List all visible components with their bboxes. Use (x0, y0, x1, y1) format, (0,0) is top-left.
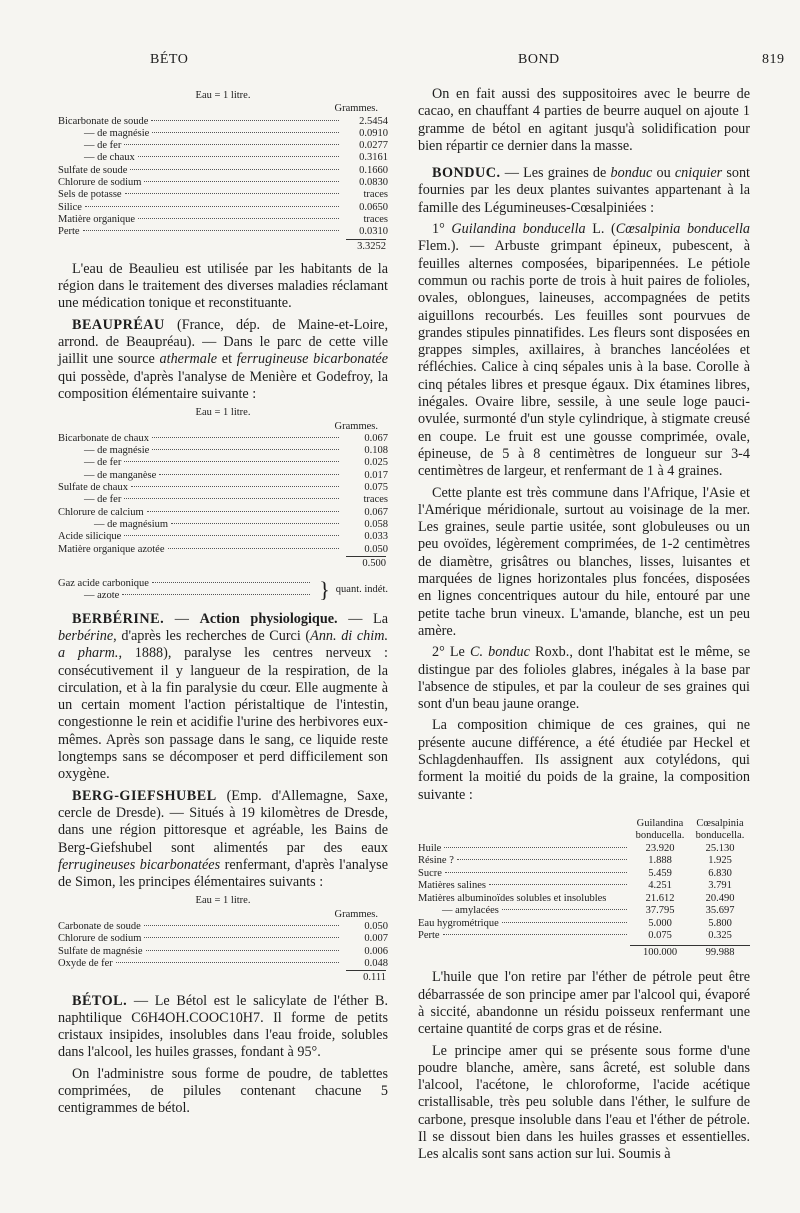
entry-term: BERBÉRINE. (72, 610, 165, 627)
table-row (58, 177, 388, 189)
table-row (58, 165, 388, 177)
composition-row (418, 918, 750, 931)
gas-bracket (58, 578, 388, 603)
entry-term: BERG-GIEFSHUBEL (72, 787, 217, 804)
text-run: — La (337, 610, 388, 627)
row-label: Résine ? (418, 855, 454, 867)
guilandina-paragraph (418, 221, 750, 480)
row-label: Silice (58, 201, 82, 213)
berg-water-table (58, 895, 388, 984)
row-value: 37.795 (645, 905, 675, 917)
row-label: Matières albuminoïdes solubles et insolubles (418, 892, 607, 904)
composition-row (418, 843, 750, 856)
composition-row (418, 893, 750, 906)
row-label: — amylacées (442, 905, 499, 917)
row-value: 20.490 (705, 892, 735, 904)
row-value: 5.459 (648, 867, 672, 879)
table-row (58, 445, 388, 457)
row-value: 5.800 (708, 917, 732, 929)
row-value: 0.050 (364, 543, 388, 555)
row-label: Acide silicique (58, 531, 122, 543)
row-label: Sulfate de chaux (58, 482, 128, 494)
oil-paragraph: L'huile que l'on retire par l'éther de pétrole peut être débarrassée de son principe amer par l'alcool qui, évaporé à siccité, abandonne un résidu poisseux renfermant une certaine quantité de corps gras et de résine. (418, 969, 750, 1038)
italic-run: Ann. di chim. a pharm. (58, 627, 389, 662)
table-row (58, 116, 388, 128)
italic-run: Guilandina bonducella (451, 221, 586, 238)
italic-run: cniquier (674, 165, 723, 182)
row-label: — de fer (84, 457, 122, 469)
text-run: 1° (432, 221, 452, 238)
italic-run: C. bonduc (470, 644, 530, 661)
row-value: 0.108 (364, 445, 388, 457)
table-row (58, 140, 388, 152)
row-label: Huile (418, 842, 442, 854)
row-label: Perte (418, 930, 440, 942)
row-value: 2.5454 (359, 115, 388, 127)
composition-row (418, 930, 750, 943)
text-run: (France, dép. de Maine-et-Loire, arrond. de Beaupréau). — Dans le parc de cette ville jaillit une source (58, 316, 388, 368)
table-row (58, 470, 388, 482)
row-value: 5.000 (648, 917, 672, 929)
gas-quantity: quant. indét. (335, 584, 388, 596)
table-total: 3.3252 (346, 239, 386, 253)
column-header: Guilandina bonducella. (635, 817, 685, 842)
row-value: 0.067 (364, 506, 388, 518)
text-run: et (217, 351, 237, 368)
row-value: 1.925 (708, 855, 732, 867)
row-value: 23.920 (645, 842, 675, 854)
row-value: 0.067 (364, 432, 388, 444)
seed-composition-table (418, 818, 750, 960)
subheading: Action physiologique. (199, 610, 338, 627)
text-run: — (164, 610, 200, 627)
italic-run: Cœsalpinia bonducella (615, 221, 750, 238)
row-value: 0.0277 (359, 140, 388, 152)
row-label: Bicarbonate de chaux (58, 432, 149, 444)
composition-row (418, 905, 750, 918)
text-run: 2° Le (432, 644, 470, 661)
row-value: 0.033 (364, 531, 388, 543)
row-label: — de magnésium (94, 518, 169, 530)
table-row (58, 189, 388, 201)
table-row (58, 507, 388, 519)
row-label: Chlorure de sodium (58, 933, 142, 945)
right-column (418, 86, 750, 1168)
row-value: 0.325 (708, 930, 732, 942)
table-row (58, 519, 388, 531)
row-value: 0.1660 (359, 164, 388, 176)
row-value: 0.007 (364, 933, 388, 945)
row-value: traces (363, 213, 388, 225)
row-value: 3.791 (708, 880, 732, 892)
row-label: Sulfate de magnésie (58, 945, 143, 957)
text-run: , d'après les recherches de Curci ( (113, 627, 311, 644)
row-value: 21.612 (645, 892, 675, 904)
row-value: 0.0310 (359, 226, 388, 238)
entry-term: BONDUC. (432, 165, 501, 182)
row-label: Chlorure de calcium (58, 506, 144, 518)
table-row (58, 946, 388, 958)
italic-run: ferrugineuses bicarbonatées (58, 856, 221, 873)
row-value: traces (363, 494, 388, 506)
composition-paragraph: La composition chimique de ces graines, qui ne présente aucune différence, a été étudiée par Heckel et Schlagdenhauffen. Ils assignent aux cotylédons, qui forment la moitié du poids de la graine, la composition suivante : (418, 717, 750, 803)
text-run: ou (652, 165, 675, 182)
row-label: — de manganèse (84, 469, 157, 481)
row-label: Oxyde de fer (58, 957, 113, 969)
row-label: Sucre (418, 867, 442, 879)
row-label: Matières salines (418, 880, 486, 892)
italic-run: berbérine (58, 627, 114, 644)
composition-row (418, 868, 750, 881)
table-caption: Eau = 1 litre. (195, 895, 251, 907)
suppository-paragraph: On en fait aussi des suppositoires avec le beurre de cacao, en chauffant 4 parties de beurre auquel on ajoute 1 gramme de bétol en agitant jusqu'à solidification pour bien répartir ce dernier dans la masse. (418, 86, 750, 154)
beaulieu-water-table (58, 90, 388, 253)
table-row (58, 958, 388, 970)
text-run: , 1888), paralyse les centres nerveux : consécutivement il y langueur de la respiration, de la circulation, et à la fin paralysie du cœur. Elle augmente à un certain moment l'action péristaltique de l'intestin, congestionne le rein et acidifie l'urine des herbivores eux-mêmes. Après son passage dans le sang, ce liquide reste longtemps sans se décomposer et perd difficilement son oxygène. (58, 645, 388, 783)
habitat-paragraph: Cette plante est très commune dans l'Afrique, l'Asie et l'Amérique méridionale, surtout au voisinage de la mer. Les graines, seule partie usitée, sont globuleuses ou un peu ovoïdes, légèrement comprimées, de 1-2 centimètres de diamètre, grisâtres ou blanches, lisses, luisantes et marquées de lignes horizontales plus foncées, disposées en lignes concentriques autour du hile, entouré par une petite tache brun vineux. L'amande, blanche, est un peu amère. (418, 484, 750, 639)
row-value: 0.025 (364, 457, 388, 469)
betol-entry (58, 993, 388, 1062)
row-label: — de chaux (84, 152, 135, 164)
row-label: Matière organique (58, 213, 136, 225)
row-value: 0.006 (364, 945, 388, 957)
row-value: 0.048 (364, 957, 388, 969)
left-column (58, 86, 388, 1122)
entry-term: BÉTOL. (72, 992, 128, 1009)
text-run: sont fournies par les deux plantes suivantes appartenant à la famille des Légumineuses-Cœsalpiniées : (418, 165, 750, 216)
table-row (58, 482, 388, 494)
brace-icon: } (319, 577, 330, 603)
bitter-principle-paragraph: Le principe amer qui se présente sous forme d'une poudre blanche, amère, sans âcreté, est soluble dans l'alcool, l'acétone, le chloroforme, l'acide acétique cristallisable, très peu soluble dans l'éther, le sulfure de carbone, presque insoluble dans l'eau et l'éther de pétrole. Il se dissout bien dans les huiles grasses et essentielles. Les alcalis sont sans action sur lui. Soumis à (418, 1042, 750, 1163)
table-row (58, 433, 388, 445)
row-label: — de magnésie (84, 445, 150, 457)
row-value: traces (363, 189, 388, 201)
row-value: 0.0910 (359, 127, 388, 139)
row-value: 6.830 (708, 867, 732, 879)
row-value: 0.050 (364, 921, 388, 933)
table-row (58, 457, 388, 469)
table-row (58, 544, 388, 556)
table-caption: Eau = 1 litre. (195, 407, 251, 419)
betol-paragraph: On l'administre sous forme de poudre, de tablettes comprimées, de pilules contenant chacune 5 centigrammes de bétol. (58, 1065, 388, 1117)
row-value: 25.130 (705, 842, 735, 854)
italic-run: athermale (159, 351, 218, 368)
table-row (58, 933, 388, 945)
composition-row (418, 880, 750, 893)
table-row (58, 494, 388, 506)
table-row (58, 921, 388, 933)
gas-azote-label: — azote (84, 590, 120, 602)
table-unit: Grammes. (334, 103, 378, 115)
running-header-left: BÉTO (150, 52, 189, 67)
berberine-entry (58, 611, 388, 784)
text-run: Flem.). — Arbuste grimpant épineux, pubescent, à feuilles alternes composées, biparipennées. Le pétiole commun ou rachis porte de trois à huit paires de folioles, ovales, oblongues, laineuses, accompagnées de petits aiguillons recourbés. Les feuilles sont pourvues de grandes stipules pinnatifides. Les fleurs sont disposées en grappes simples, axillaires, à branches lancéolées et réfléchies. Calice à cinq sépales unis à la base. Corolle à cinq pétales libres et presque égaux. Dix étamines libres, inégales. Ovaire libre, sessile, à une seule loge pauci-ovulée, surmonté d'un style cylindrique, à stigmate creusé en coupe. Le fruit est une gousse comprimée, ovale, épineuse, de 5 à 8 centimètres de longueur sur 3-4 centimètres de largeur, et renfermant de 1 à 4 graines. (418, 238, 750, 480)
row-label: Sels de potasse (58, 189, 122, 201)
text-run: Roxb., dont l'habitat est le même, se distingue par des folioles glabres, inégales à la base par l'absence de stipules, et par la couleur de ses graines qui sont d'un beau jaune orange. (418, 644, 750, 713)
row-value: 0.075 (648, 930, 672, 942)
beaulieu-paragraph: L'eau de Beaulieu est utilisée par les habitants de la région dans le traitement des diverses maladies réclamant une médication tonique et reconstituante. (58, 260, 388, 312)
table-unit: Grammes. (334, 420, 378, 432)
row-value: 0.0650 (359, 201, 388, 213)
beaupreau-water-table (58, 407, 388, 570)
text-run: qui possède, d'après l'analyse de Menière et Godefroy, la composition élémentaire suivante : (58, 368, 388, 402)
row-label: Eau hygrométrique (418, 917, 499, 929)
row-label: Perte (58, 226, 80, 238)
table-row (58, 202, 388, 214)
c-bonduc-paragraph (418, 644, 750, 713)
table-unit: Grammes. (334, 908, 378, 920)
row-value: 0.017 (364, 469, 388, 481)
gas-carbonic-label: Gaz acide carbonique (58, 578, 149, 590)
table-row (58, 226, 388, 238)
row-label: Matière organique azotée (58, 543, 165, 555)
row-label: — de fer (84, 140, 122, 152)
row-value: 0.0830 (359, 177, 388, 189)
text-run: renfermant, d'après l'analyse de Simon, les principes élémentaires suivants : (58, 856, 388, 891)
table-row (58, 214, 388, 226)
page-number: 819 (762, 52, 785, 67)
text-run: — Les graines de (500, 165, 611, 182)
row-label: Chlorure de sodium (58, 177, 142, 189)
italic-run: ferrugineuse bicarbonatée (236, 351, 388, 368)
column-header: Cœsalpinia bonducella. (695, 817, 745, 842)
table-row (58, 152, 388, 164)
table-row (58, 531, 388, 543)
text-run: — Le Bétol est le salicylate de l'éther B. naphtilique C6H4OH.COOC10H7. Il forme de petits cristaux insipides, insolubles dans l'eau froide, solubles dans l'alcool, les huiles grasses, fondant à 95°. (58, 992, 388, 1061)
composition-row (418, 855, 750, 868)
table-total: 0.111 (346, 970, 386, 984)
table-total: 0.500 (346, 556, 386, 570)
bonduc-entry (418, 165, 750, 217)
total-cell: 99.988 (690, 945, 750, 960)
text-run: (Emp. d'Allemagne, Saxe, cercle de Dresde). — Situés à 19 kilomètres de Dresde, dans une région pittoresque et agréable, les Bains de Berg-Giefshubel sont alimentés par des eaux (58, 787, 388, 856)
berg-entry (58, 788, 388, 892)
total-cell: 100.000 (630, 945, 690, 960)
row-label: Carbonate de soude (58, 921, 141, 933)
text-run: L. ( (585, 221, 616, 238)
table-row (58, 128, 388, 140)
row-value: 0.058 (364, 518, 388, 530)
row-value: 4.251 (648, 880, 672, 892)
row-label: — de fer (84, 494, 122, 506)
italic-run: bonduc (610, 165, 653, 182)
entry-term: BEAUPRÉAU (72, 316, 165, 333)
row-label: Bicarbonate de soude (58, 115, 149, 127)
row-value: 0.075 (364, 482, 388, 494)
row-value: 1.888 (648, 855, 672, 867)
row-value: 35.697 (705, 905, 735, 917)
row-label: Sulfate de soude (58, 164, 128, 176)
table-caption: Eau = 1 litre. (195, 90, 251, 101)
beaupreau-entry (58, 317, 388, 403)
row-label: — de magnésie (84, 127, 150, 139)
running-header-center: BOND (518, 52, 560, 67)
row-value: 0.3161 (359, 152, 388, 164)
